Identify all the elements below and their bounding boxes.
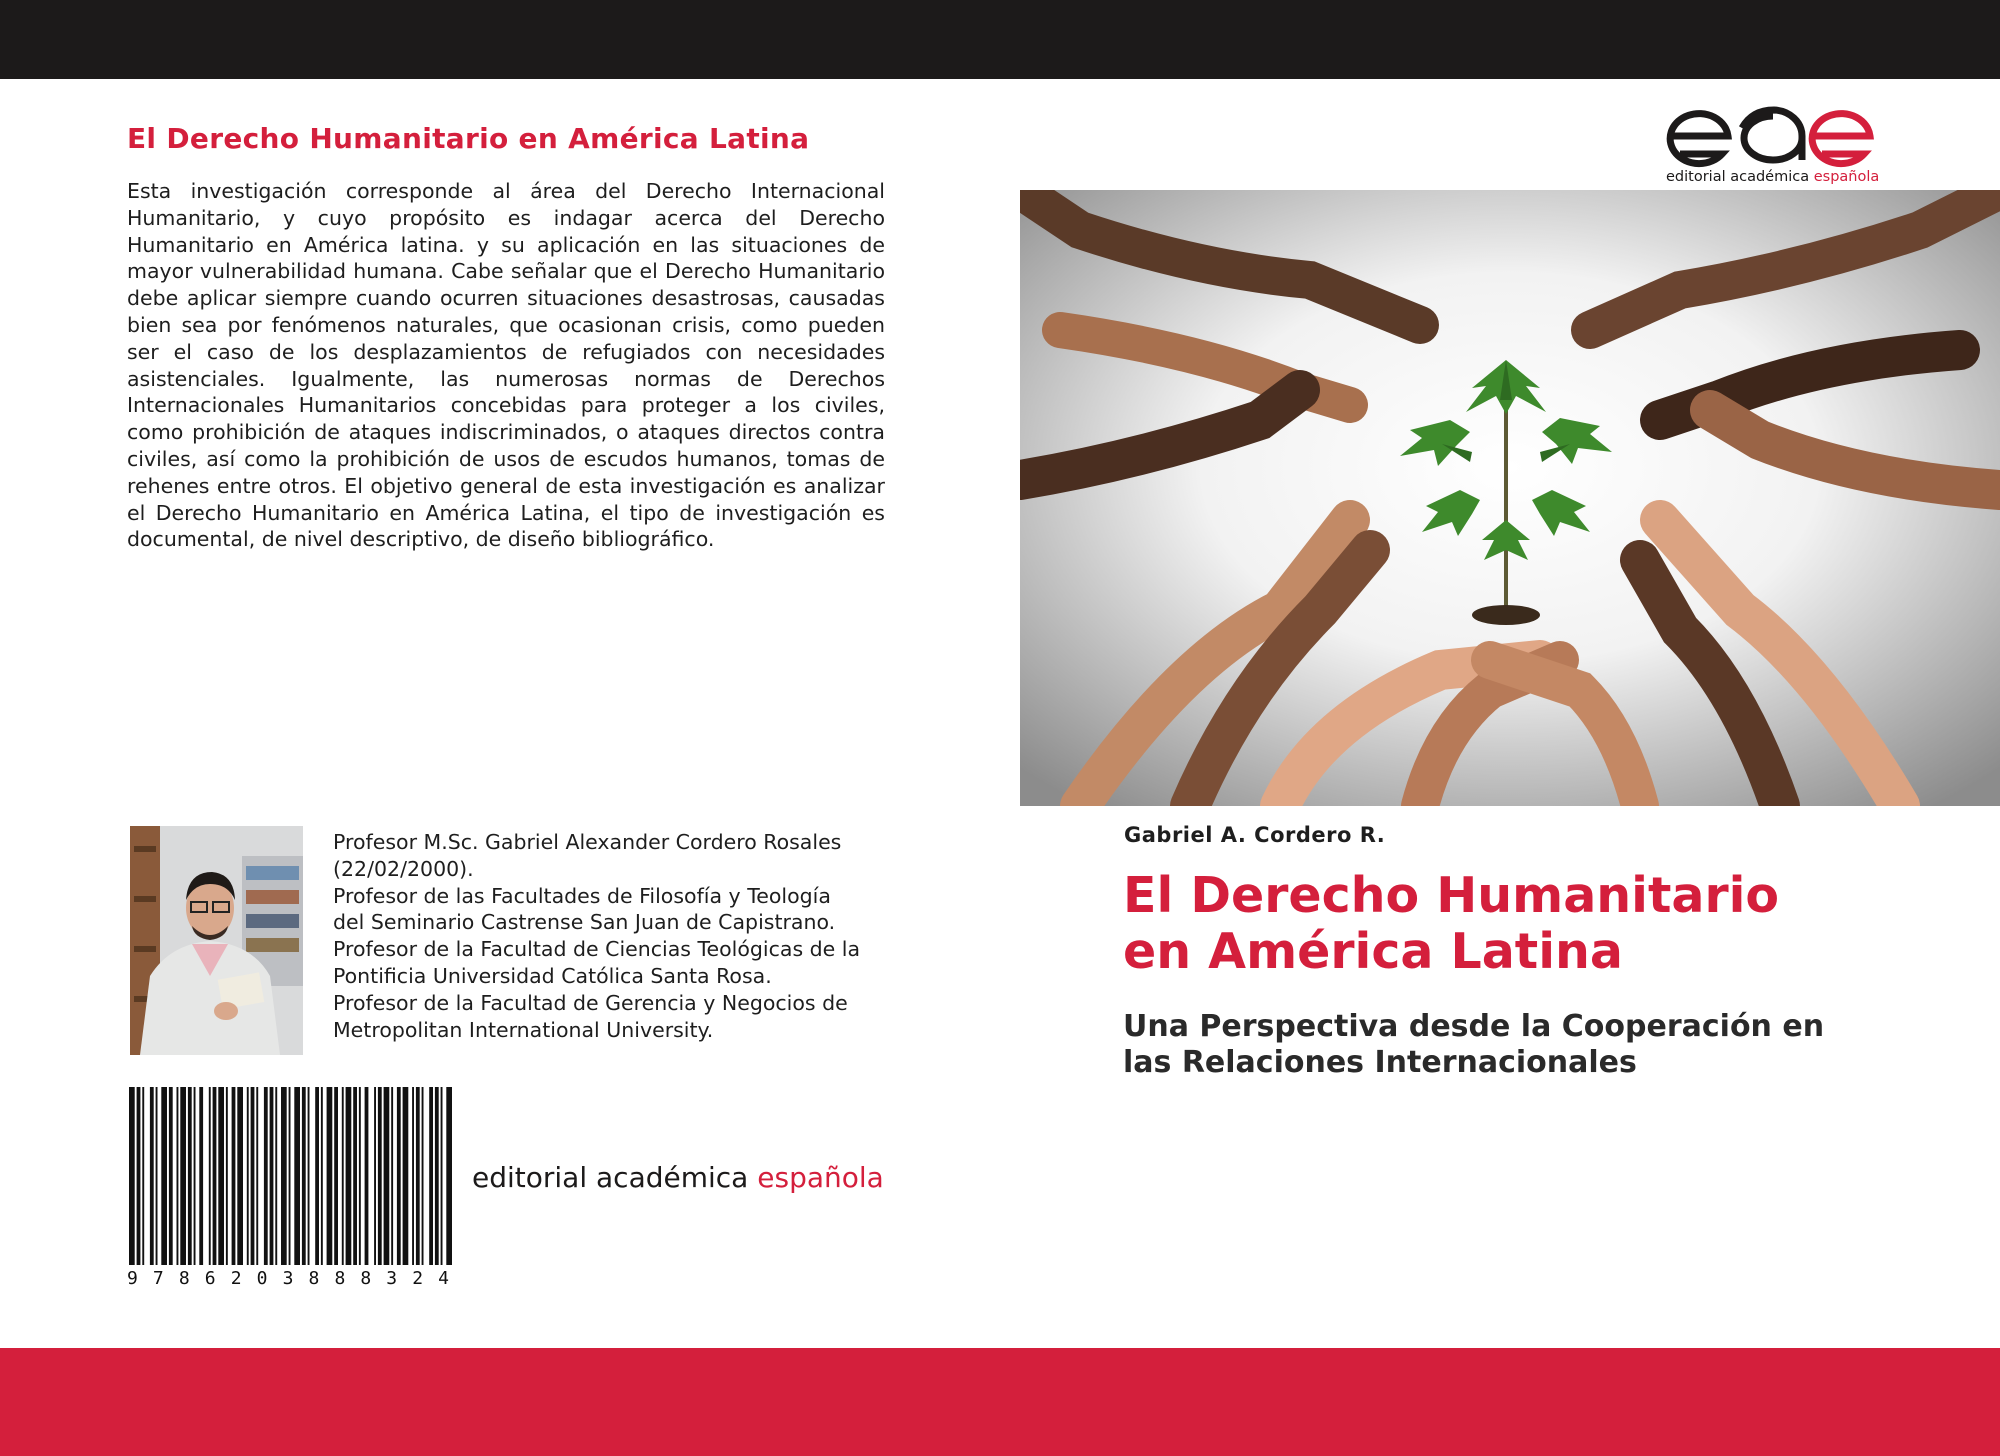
barcode-bar (169, 1087, 173, 1265)
barcode-bar (281, 1087, 287, 1265)
barcode-bar (226, 1087, 228, 1265)
back-publisher-name (472, 1161, 884, 1194)
cover-image-hands-heart (1020, 190, 2000, 806)
barcode-bar (289, 1087, 291, 1265)
barcode-bar (302, 1087, 306, 1265)
barcode-bar (435, 1087, 439, 1265)
publisher-accent-text: española (757, 1161, 884, 1194)
author-bio-line: Profesor de la Facultad de Gerencia y Negocios de (333, 990, 848, 1015)
barcode-bar (342, 1087, 344, 1265)
barcode-bar (218, 1087, 224, 1265)
barcode-bar (247, 1087, 249, 1265)
barcode-bar (142, 1087, 144, 1265)
author-bio-line: (22/02/2000). (333, 856, 474, 881)
author-bio-line: Pontificia Universidad Católica Santa Rosa. (333, 963, 772, 988)
front-cover-subtitle (1123, 1009, 1824, 1081)
barcode-bar (346, 1087, 352, 1265)
top-band (0, 0, 2000, 79)
barcode-bar (161, 1087, 167, 1265)
barcode-bar (384, 1087, 390, 1265)
author-bio (333, 829, 893, 1043)
front-title-line: en América Latina (1123, 923, 1623, 980)
barcode-digits: 9786203888324 (127, 1268, 449, 1285)
barcode-bar (441, 1087, 443, 1265)
barcode-bar (156, 1087, 158, 1265)
barcode-bar (137, 1087, 141, 1265)
barcode-bar (213, 1087, 217, 1265)
barcode-bar (275, 1087, 277, 1265)
barcode-bar (129, 1087, 135, 1265)
barcode-bar (321, 1087, 323, 1265)
author-bio-line: Profesor de las Facultades de Filosofía y Teología (333, 883, 831, 908)
logo-caption (1666, 169, 1879, 185)
barcode-bar (397, 1087, 401, 1265)
front-cover-title (1123, 868, 1779, 980)
author-bio-line: Profesor de la Facultad de Ciencias Teológicas de la (333, 937, 861, 962)
barcode-bar (422, 1087, 424, 1265)
author-bio-line: Profesor M.Sc. Gabriel Alexander Cordero Rosales (333, 830, 842, 854)
barcode-bar (391, 1087, 393, 1265)
front-subtitle-line: las Relaciones Internacionales (1123, 1045, 1637, 1080)
barcode-bar (429, 1087, 433, 1265)
barcode-bar (209, 1087, 211, 1265)
barcode-bar (294, 1087, 300, 1265)
author-photo (130, 826, 303, 1055)
barcode-bar (412, 1087, 414, 1265)
author-bio-line: del Seminario Castrense San Juan de Capistrano. (333, 910, 836, 935)
barcode-bar (365, 1087, 369, 1265)
front-subtitle-line: Una Perspectiva desde la Cooperación en (1123, 1009, 1825, 1044)
barcode-bar (353, 1087, 357, 1265)
barcode-bar (315, 1087, 319, 1265)
barcode-bar (264, 1087, 268, 1265)
barcode-bar (378, 1087, 382, 1265)
barcode (127, 1087, 453, 1285)
publisher-main-text: editorial académica (472, 1161, 749, 1194)
back-cover-blurb: Esta investigación corresponde al área del Derecho Internacional Humanitario, y cuyo propósito es indagar acerca del Derecho Humanitario en América latina. y su aplicación en las situaciones de mayor vulnerabilidad humana. Cabe señalar que el Derecho Humanitario debe aplicar siempre cuando ocurren situaciones desastrosas, causadas bien sea por fenómenos naturales, que ocasionan crisis, como pueden ser el caso de los desplazamientos de refugiados con necesidades asistenciales. Igualmente, las numerosas normas de Derechos Internacionales Humanitarios concebidas para proteger a los civiles, como prohibición de ataques indiscriminados, o ataques directos contra civiles, así como la prohibición de usos de escudos humanos, tomas de rehenes entre otros. El objetivo general de esta investigación es analizar el Derecho Humanitario en América Latina, el tipo de investigación es documental, de nivel descriptivo, de diseño bibliográfico. (127, 179, 885, 552)
barcode-bar (374, 1087, 376, 1265)
logo-accent-text: española (1813, 169, 1880, 185)
barcode-bar (270, 1087, 274, 1265)
barcode-bar (237, 1087, 243, 1265)
barcode-bar (232, 1087, 236, 1265)
barcode-bar (188, 1087, 192, 1265)
barcode-bar (403, 1087, 409, 1265)
back-cover-title: El Derecho Humanitario en América Latina (127, 122, 810, 155)
barcode-bar (150, 1087, 154, 1265)
barcode-bar (359, 1087, 361, 1265)
logo-main-text: editorial académica (1666, 169, 1810, 185)
barcode-bar (334, 1087, 338, 1265)
barcode-bar (180, 1087, 186, 1265)
barcode-bar (199, 1087, 203, 1265)
front-author-name: Gabriel A. Cordero R. (1124, 823, 1386, 847)
barcode-bar (416, 1087, 420, 1265)
barcode-bar (446, 1087, 452, 1265)
barcode-bar (256, 1087, 258, 1265)
barcode-bar (194, 1087, 196, 1265)
barcode-bar (327, 1087, 333, 1265)
author-bio-line: Metropolitan International University. (333, 1017, 714, 1042)
barcode-bar (251, 1087, 255, 1265)
bottom-band (0, 1348, 2000, 1456)
barcode-bar (177, 1087, 179, 1265)
barcode-bar (308, 1087, 310, 1265)
front-title-line: El Derecho Humanitario (1123, 867, 1780, 924)
